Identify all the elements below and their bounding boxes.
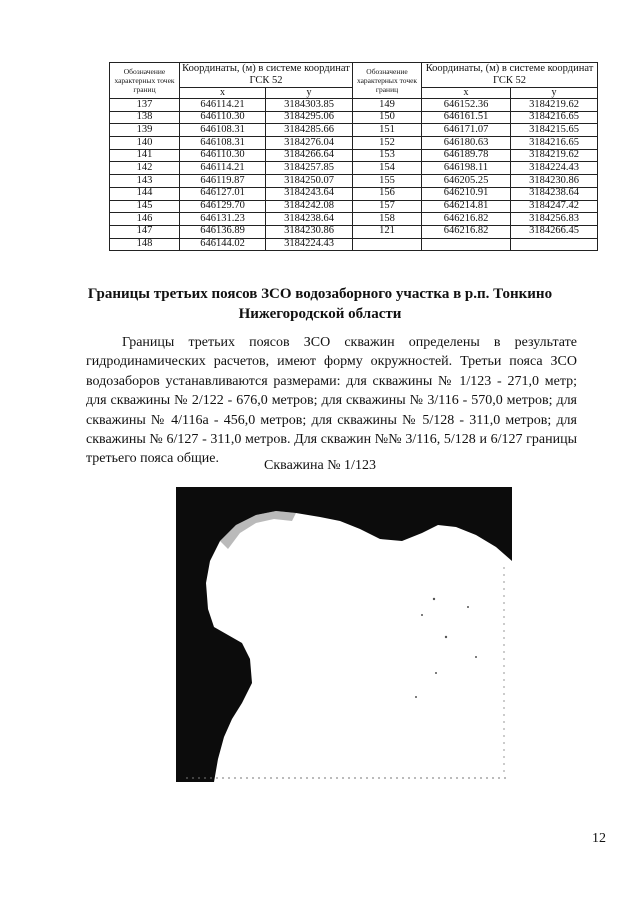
table-cell bbox=[353, 238, 422, 251]
table-cell: 3184295.06 bbox=[266, 111, 353, 124]
table-cell: 646110.30 bbox=[180, 111, 266, 124]
table-cell: 142 bbox=[110, 162, 180, 175]
table-row bbox=[110, 149, 598, 162]
table-cell: 646110.30 bbox=[180, 149, 266, 162]
header-x-right: x bbox=[422, 88, 511, 99]
table-row bbox=[110, 111, 598, 124]
table-cell: 3184242.08 bbox=[266, 200, 353, 213]
table-cell: 646171.07 bbox=[422, 124, 511, 137]
table-cell: 646114.21 bbox=[180, 99, 266, 112]
table-cell: 646131.23 bbox=[180, 213, 266, 226]
table-cell: 646210.91 bbox=[422, 187, 511, 200]
well-zone-map bbox=[176, 487, 512, 782]
table-cell: 646127.01 bbox=[180, 187, 266, 200]
table-row bbox=[110, 238, 598, 251]
table-cell: 3184216.65 bbox=[511, 137, 598, 150]
table-cell: 151 bbox=[353, 124, 422, 137]
table-row bbox=[110, 213, 598, 226]
table-cell bbox=[422, 238, 511, 251]
table-row bbox=[110, 225, 598, 238]
table-cell: 156 bbox=[353, 187, 422, 200]
table-cell: 149 bbox=[353, 99, 422, 112]
table-cell: 3184238.64 bbox=[266, 213, 353, 226]
table-cell: 155 bbox=[353, 175, 422, 188]
header-coords-right: Координаты, (м) в системе координат ГСК 52 bbox=[422, 63, 598, 88]
table-cell bbox=[511, 238, 598, 251]
table-cell: 646136.89 bbox=[180, 225, 266, 238]
section-heading: Границы третьих поясов ЗСО водозаборного участка в р.п. Тонкино Нижегородской области bbox=[87, 286, 553, 322]
table-cell: 646189.78 bbox=[422, 149, 511, 162]
table-cell: 144 bbox=[110, 187, 180, 200]
table-cell: 646152.36 bbox=[422, 99, 511, 112]
table-cell: 646108.31 bbox=[180, 137, 266, 150]
table-cell: 145 bbox=[110, 200, 180, 213]
table-cell: 3184250.07 bbox=[266, 175, 353, 188]
table-cell: 646216.82 bbox=[422, 213, 511, 226]
table-cell: 3184224.43 bbox=[266, 238, 353, 251]
table-cell: 646214.81 bbox=[422, 200, 511, 213]
table-cell: 150 bbox=[353, 111, 422, 124]
table-cell: 3184238.64 bbox=[511, 187, 598, 200]
table-cell: 148 bbox=[110, 238, 180, 251]
header-point-label-left: Обозначение характерных точек границ bbox=[110, 63, 180, 99]
table-cell: 3184266.64 bbox=[266, 149, 353, 162]
table-cell: 3184247.42 bbox=[511, 200, 598, 213]
table-row bbox=[110, 175, 598, 188]
table-cell: 143 bbox=[110, 175, 180, 188]
table-cell: 158 bbox=[353, 213, 422, 226]
table-cell: 646119.87 bbox=[180, 175, 266, 188]
table-cell: 139 bbox=[110, 124, 180, 137]
table-cell: 3184219.62 bbox=[511, 99, 598, 112]
table-cell: 646216.82 bbox=[422, 225, 511, 238]
table-cell: 646114.21 bbox=[180, 162, 266, 175]
table-cell: 153 bbox=[353, 149, 422, 162]
table-cell: 140 bbox=[110, 137, 180, 150]
table-row bbox=[110, 162, 598, 175]
table-cell: 3184215.65 bbox=[511, 124, 598, 137]
table-row bbox=[110, 187, 598, 200]
header-x-left: x bbox=[180, 88, 266, 99]
body-paragraph: Границы третьих поясов ЗСО скважин определены в результате гидродинамических расчетов, имеют форму окружностей. Третьи пояса ЗСО водозаборов устанавливаются размерами: для скважины № 1/123 - 271,0 метр; для скважины № 2/122 - 676,0 метров; для скважины № 3/116 - 570,0 метров; для скважины № 4/116а - 456,0 метров; для скважины № 5/128 - 311,0 метров; для скважины № 6/127 - 311,0 метров. Для скважин №№ 3/116, 5/128 и 6/127 границы третьего пояса общие. bbox=[86, 335, 577, 467]
table-cell: 146 bbox=[110, 213, 180, 226]
table-cell: 3184285.66 bbox=[266, 124, 353, 137]
table-cell: 646144.02 bbox=[180, 238, 266, 251]
table-cell: 154 bbox=[353, 162, 422, 175]
table-cell: 3184266.45 bbox=[511, 225, 598, 238]
table-cell: 646205.25 bbox=[422, 175, 511, 188]
table-cell: 3184243.64 bbox=[266, 187, 353, 200]
table-row bbox=[110, 99, 598, 112]
table-cell: 646129.70 bbox=[180, 200, 266, 213]
table-cell: 3184256.83 bbox=[511, 213, 598, 226]
table-cell: 3184216.65 bbox=[511, 111, 598, 124]
table-cell: 3184303.85 bbox=[266, 99, 353, 112]
header-coords-left: Координаты, (м) в системе координат ГСК 52 bbox=[180, 63, 353, 88]
table-row bbox=[110, 124, 598, 137]
page-number: 12 bbox=[592, 831, 606, 846]
coordinates-table bbox=[109, 62, 598, 251]
table-cell: 3184276.04 bbox=[266, 137, 353, 150]
table-cell: 646161.51 bbox=[422, 111, 511, 124]
table-cell: 3184230.86 bbox=[511, 175, 598, 188]
table-cell: 3184219.62 bbox=[511, 149, 598, 162]
table-cell: 138 bbox=[110, 111, 180, 124]
table-row bbox=[110, 200, 598, 213]
header-y-right: y bbox=[511, 88, 598, 99]
table-cell: 3184224.43 bbox=[511, 162, 598, 175]
header-point-label-right: Обозначение характерных точек границ bbox=[353, 63, 422, 99]
table-cell: 147 bbox=[110, 225, 180, 238]
table-cell: 3184257.85 bbox=[266, 162, 353, 175]
map-caption: Скважина № 1/123 bbox=[264, 458, 376, 473]
table-cell: 646198.11 bbox=[422, 162, 511, 175]
table-cell: 3184230.86 bbox=[266, 225, 353, 238]
table-cell: 157 bbox=[353, 200, 422, 213]
table-cell: 646180.63 bbox=[422, 137, 511, 150]
table-cell: 137 bbox=[110, 99, 180, 112]
table-cell: 121 bbox=[353, 225, 422, 238]
table-cell: 141 bbox=[110, 149, 180, 162]
table-cell: 152 bbox=[353, 137, 422, 150]
table-cell: 646108.31 bbox=[180, 124, 266, 137]
table-row bbox=[110, 137, 598, 150]
header-y-left: y bbox=[266, 88, 353, 99]
